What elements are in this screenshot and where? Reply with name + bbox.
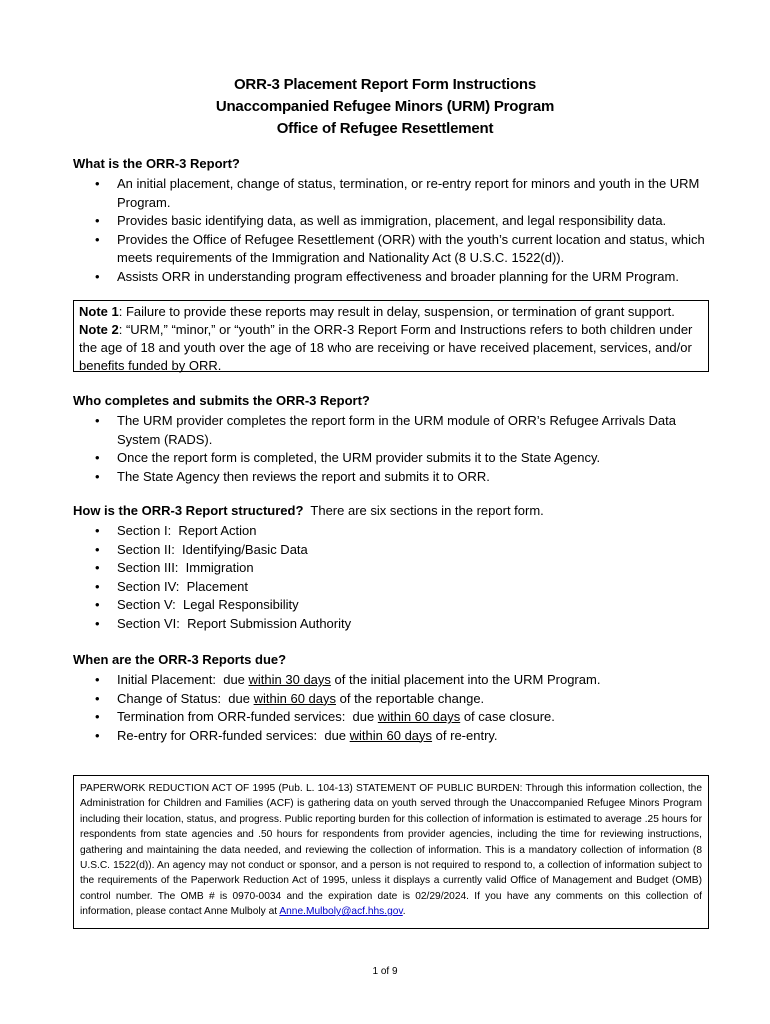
list-item: • Re-entry for ORR-funded services: due within 60 days of re-entry.: [95, 727, 715, 746]
who-list: [95, 412, 715, 486]
bullet-icon: •: [95, 523, 100, 538]
paperwork-reduction-statement: PAPERWORK REDUCTION ACT OF 1995 (Pub. L. 104-13) STATEMENT OF PUBLIC BURDEN: Through this information collection, the Administration for Children and Families (ACF) is gathering data on youth served through the Unaccompanied Refugee Minors Program including their location, status, and progress. Public reporting burden for this collection of information is estimated to average .25 hours for respondents from state agencies and .50 hours for respondents from provider agencies, including the time for reviewing instructions, gathering and maintaining the data needed, and reviewing the collection of information. This is a mandatory collection of information (8 U.S.C. 1522(d)). An agency may not conduct or sponsor, and a person is not required to respond to, a collection of information subject to the requirements of the Paperwork Reduction Act of 1995, unless it displays a currently valid Office of Management and Budget (OMB) control number. The OMB # is 0970-0034 and the expiration date is 02/29/2024. If you have any comments on this collection of information, please contact Anne Mulboly at Anne.Mulboly@acf.hhs.gov.: [73, 775, 709, 929]
list-item: • Change of Status: due within 60 days of the reportable change.: [95, 690, 715, 709]
list-item: • Provides basic identifying data, as well as immigration, placement, and legal responsibility data.: [95, 212, 715, 231]
note-1: Note 1: Failure to provide these reports may result in delay, suspension, or termination of grant support.: [79, 304, 675, 319]
program-title: Unaccompanied Refugee Minors (URM) Program: [215, 98, 555, 115]
list-item: • Section III: Immigration: [95, 559, 715, 578]
bullet-icon: •: [95, 727, 100, 743]
how-list: [95, 522, 715, 633]
bullet-icon: •: [95, 450, 100, 465]
what-list: [95, 175, 715, 286]
bullet-icon: •: [95, 578, 100, 594]
bullet-icon: •: [95, 615, 100, 631]
list-item: • Initial Placement: due within 30 days of the initial placement into the URM Program.: [95, 671, 715, 690]
list-item: • Section II: Identifying/Basic Data: [95, 541, 715, 560]
when-list: [95, 671, 715, 745]
bullet-icon: •: [95, 560, 100, 575]
when-heading: When are the ORR-3 Reports due?: [73, 652, 287, 667]
bullet-icon: •: [95, 468, 100, 484]
note-2: Note 2: “URM,” “minor,” or “youth” in the ORR-3 Report Form and Instructions refers to both children under the age of 18 and youth over the age of 18 who are receiving or have received placement, services, and/or benefits funded by ORR.: [79, 322, 693, 373]
page-number: 1 of 9: [372, 966, 398, 977]
list-item: • Once the report form is completed, the URM provider submits it to the State Agency.: [95, 449, 715, 468]
list-item: • Termination from ORR-funded services: due within 60 days of case closure.: [95, 708, 715, 727]
contact-email-link[interactable]: Anne.Mulboly@acf.hhs.gov: [279, 906, 403, 918]
list-item: • The State Agency then reviews the report and submits it to ORR.: [95, 468, 715, 487]
who-heading: Who completes and submits the ORR-3 Report?: [73, 393, 370, 408]
paperwork-text: PAPERWORK REDUCTION ACT OF 1995 (Pub. L. 104-13) STATEMENT OF PUBLIC BURDEN: Through this information collection, the Administration for Children and Families (ACF) is gathering data on youth served through the Unaccompanied Refugee Minors Program including their location, status, and progress. Public reporting burden for this collection of information is estimated to average .25 hours for respondents from state agencies and .50 hours for respondents from provider agencies, including the time for reviewing instructions, gathering and maintaining the data needed, and reviewing the collection of information. This is a mandatory collection of information (8 U.S.C. 1522(d)). An agency may not conduct or sponsor, and a person is not required to respond to, a collection of information subject to the requirements of the Paperwork Reduction Act of 1995, unless it displays a currently valid Office of Management and Budget (OMB) control number. The OMB # is 0970-0034 and the expiration date is 02/29/2024. If you have any comments on this collection of information, please contact Anne Mulboly at: [80, 783, 702, 918]
list-item: • Section VI: Report Submission Authority: [95, 615, 715, 634]
office-title: Office of Refugee Resettlement: [276, 120, 494, 137]
list-item: • Provides the Office of Refugee Resettlement (ORR) with the youth’s current location and status, which meets requirements of the Immigration and Nationality Act (8 U.S.C. 1522(d)).: [95, 231, 705, 265]
bullet-icon: •: [95, 268, 100, 284]
bullet-icon: •: [95, 176, 100, 191]
list-item: • The URM provider completes the report form in the URM module of ORR’s Refugee Arrivals Data System (RADS).: [95, 413, 676, 447]
bullet-icon: •: [95, 541, 100, 557]
bullet-icon: •: [95, 709, 100, 724]
what-heading: What is the ORR-3 Report?: [73, 156, 240, 171]
bullet-icon: •: [95, 213, 100, 228]
list-item: • Section I: Report Action: [95, 522, 715, 541]
list-item: • Section IV: Placement: [95, 578, 715, 597]
document-title: ORR-3 Placement Report Form Instructions: [233, 76, 537, 93]
bullet-icon: •: [95, 231, 100, 247]
list-item: • An initial placement, change of status, termination, or re-entry report for minors and youth in the URM Program.: [95, 176, 700, 210]
how-heading: How is the ORR-3 Report structured? There are six sections in the report form.: [73, 503, 544, 518]
list-item: • Assists ORR in understanding program effectiveness and broader planning for the URM Program.: [95, 268, 715, 287]
bullet-icon: •: [95, 597, 100, 612]
bullet-icon: •: [95, 672, 100, 687]
list-item: • Section V: Legal Responsibility: [95, 596, 715, 615]
bullet-icon: •: [95, 413, 100, 428]
notes-box: [73, 300, 709, 372]
bullet-icon: •: [95, 690, 100, 706]
